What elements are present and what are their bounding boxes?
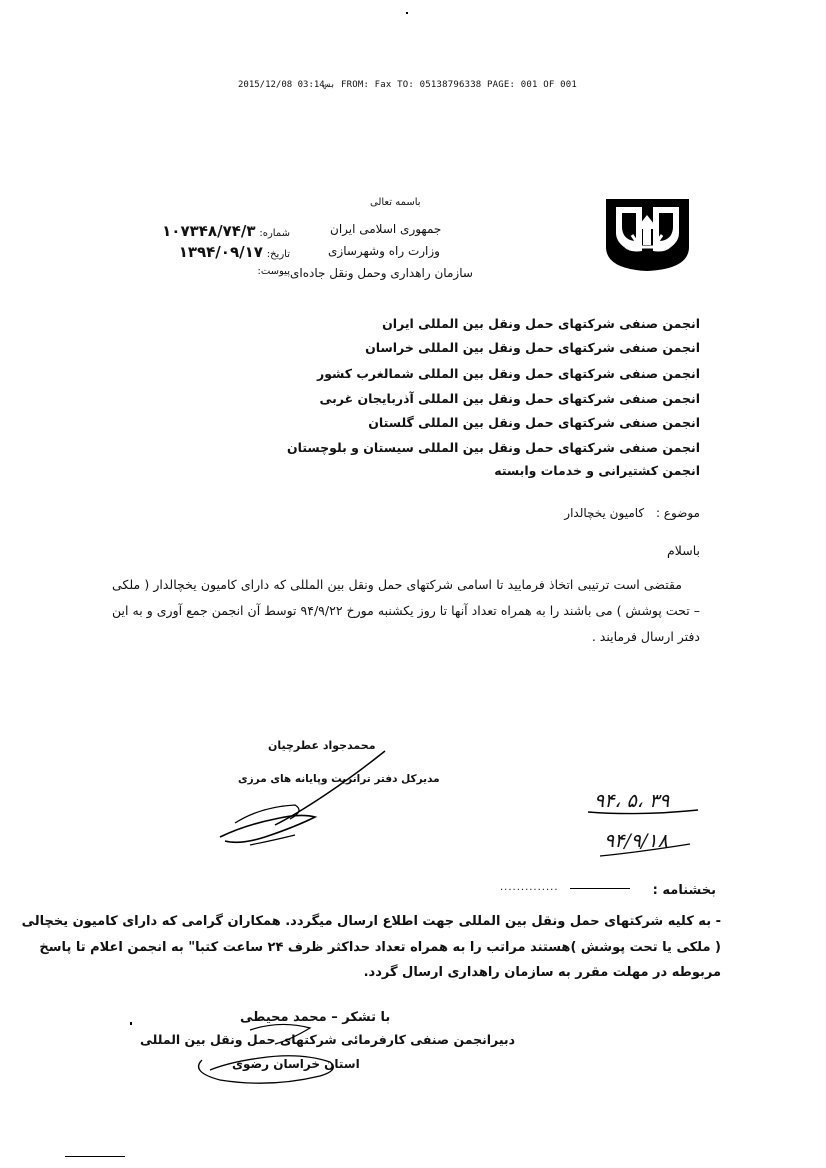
date-label: تاریخ: — [266, 249, 290, 260]
signature — [205, 745, 405, 855]
speck — [406, 12, 408, 14]
circular-line: مربوطه در مهلت مقرر به سازمان راهداری ارسال گردد. — [363, 965, 721, 980]
number-value: ۱۰۷۳۴۸/۷۴/۳ — [162, 222, 256, 240]
country-name: جمهوری اسلامی ایران — [330, 222, 442, 236]
ministry-name: وزارت راه وشهرسازی — [328, 244, 440, 258]
recipient-line: انجمن کشتیرانی و خدمات وابسته — [494, 463, 700, 478]
recipient-line: انجمن صنفی شرکتهای حمل ونقل بین المللی ایران — [382, 316, 700, 331]
circular-thanks: با تشکر – محمد محیطی — [240, 1010, 391, 1025]
signatory-name: محمدجواد عطرچیان — [268, 739, 376, 752]
recipient-line: انجمن صنفی شرکتهای حمل ونقل بین المللی خراسان — [365, 340, 700, 355]
fax-header: ﺑﺲ03:14 2015/12/08 FROM: Fax TO: 05138796338 PAGE: 001 OF 001 — [238, 80, 577, 90]
recipient-line: انجمن صنفی شرکتهای حمل ونقل بین المللی شمالغرب کشور — [317, 366, 700, 381]
number-label: شماره: — [259, 228, 290, 239]
handwritten-underline — [580, 782, 710, 862]
letter-body: مقتضی است ترتیبی اتخاذ فرمایید تا اسامی شرکتهای حمل ونقل بین المللی که دارای کامیون یخچالدار ( ملکی – تحت پوشش ) می باشند را به همراه تعداد آنها تا روز یکشنبه مورخ ۹۴/۹/۲۲ توسط آن انجمن جمع آوری و به این دفتر ارسال فرمایند . — [112, 577, 700, 644]
letter-date — [90, 243, 290, 261]
rmto-logo — [600, 195, 695, 273]
organization-name: سازمان راهداری وحمل ونقل جاده‌ای — [290, 266, 473, 280]
handwritten-date: ۹۴/۹/۱۸ — [604, 830, 668, 852]
bottom-mark — [65, 1156, 125, 1157]
circular-title: بخشنامه : — [652, 883, 716, 898]
dash-separator — [570, 888, 630, 889]
circular-province: استان خراسان رضوی — [232, 1057, 360, 1071]
subject-label: موضوع : — [655, 506, 700, 520]
letter-number — [90, 222, 290, 240]
signatory-title: مدیرکل دفتر ترانزیت وپایانه های مرزی — [238, 773, 440, 785]
speck — [130, 1022, 132, 1025]
invocation: باسمه تعالی — [370, 197, 421, 208]
attachment-label: پیوست: — [257, 266, 290, 277]
subject-value: کامیون یخچالدار — [564, 506, 645, 520]
recipient-line: انجمن صنفی شرکتهای حمل ونقل بین المللی گلستان — [368, 415, 700, 430]
circular-line: - به کلیه شرکتهای حمل ونقل بین المللی جهت اطلاع ارسال میگردد. همکاران گرامی که دارای کامیون یخچالی — [21, 914, 721, 929]
date-value: ۱۳۹۴/۰۹/۱۷ — [178, 243, 263, 261]
recipient-line: انجمن صنفی شرکتهای حمل ونقل بین المللی آذربایجان غربی — [319, 391, 700, 406]
dots-separator: .............. — [500, 882, 559, 893]
recipient-line: انجمن صنفی شرکتهای حمل ونقل بین المللی سیستان و بلوچستان — [286, 440, 700, 455]
handwritten-ref: ۹۴، ۵، ۳۹ — [594, 790, 670, 812]
circular-signature — [180, 1000, 380, 1090]
letter-attachment — [90, 266, 290, 277]
circular-line: ( ملکی یا تحت پوشش )هستند مراتب را به همراه تعداد حداکثر ظرف ۲۴ ساعت کتبا" به انجمن اعلام تا پاسخ — [39, 940, 721, 955]
subject — [564, 506, 700, 520]
greeting: باسلام — [667, 543, 700, 558]
circular-secretary: دبیرانجمن صنفی کارفرمائی شرکتهای حمل ونقل بین المللی — [140, 1032, 516, 1047]
